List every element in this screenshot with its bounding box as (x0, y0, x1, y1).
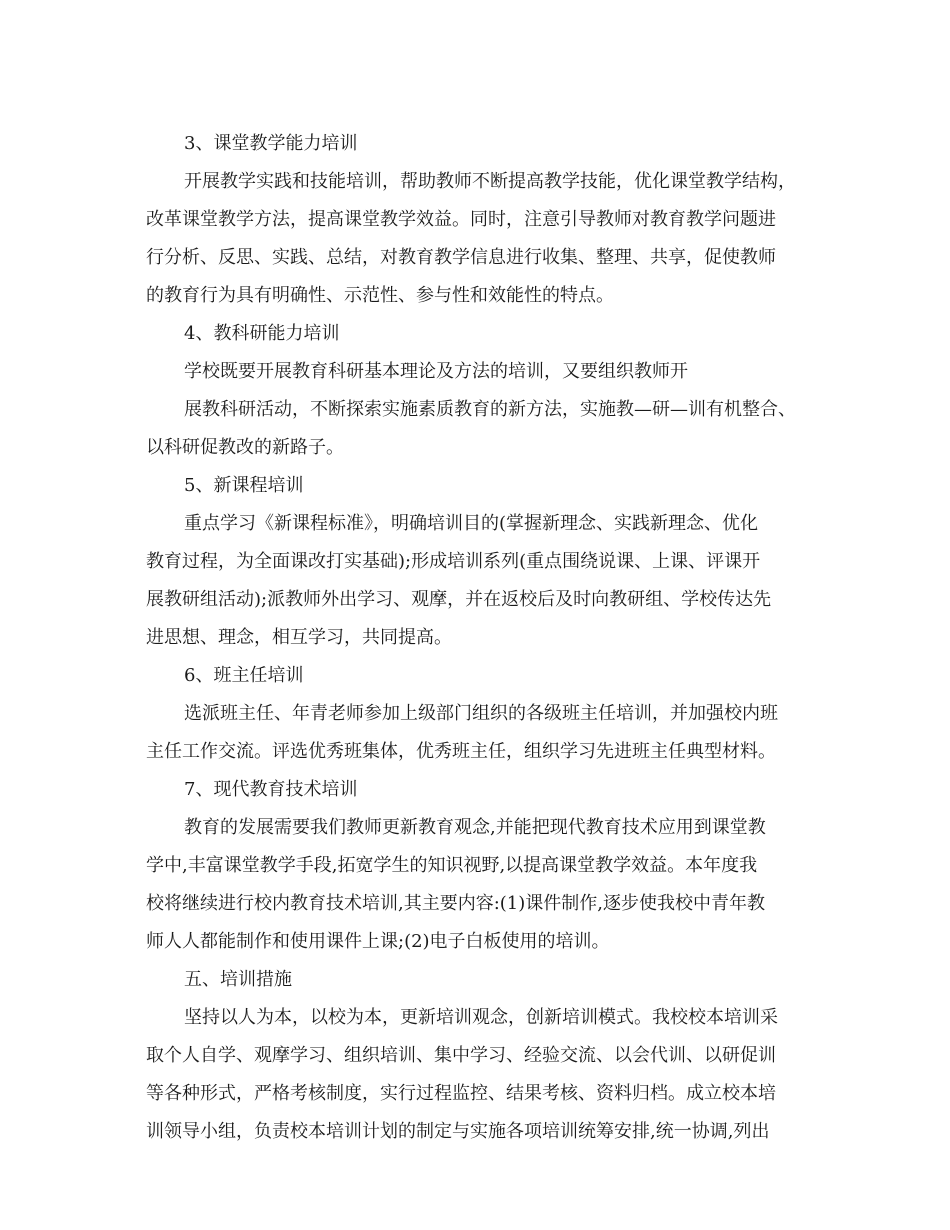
paragraph-line: 坚持以人为本，以校为本，更新培训观念，创新培训模式。我校校本培训采 (184, 1007, 778, 1028)
paragraph-line: 主任工作交流。评选优秀班集体，优秀班主任，组织学习先进班主任典型材料。 (146, 741, 776, 762)
paragraph-line: 取个人自学、观摩学习、组织培训、集中学习、经验交流、以会代训、以研促训 (146, 1045, 776, 1066)
paragraph-line: 改革课堂教学方法，提高课堂教学效益。同时，注意引导教师对教育教学问题进 (146, 209, 776, 230)
paragraph-line: 以科研促教改的新路子。 (146, 437, 344, 458)
section-heading: 7、现代教育技术培训 (184, 779, 358, 800)
paragraph-line: 学中,丰富课堂教学手段,拓宽学生的知识视野,以提高课堂教学效益。本年度我 (146, 855, 758, 876)
section-heading: 3、课堂教学能力培训 (184, 133, 358, 154)
section-heading: 6、班主任培训 (184, 665, 304, 686)
paragraph-line: 师人人都能制作和使用课件上课;(2)电子白板使用的培训。 (146, 931, 610, 952)
paragraph-line: 选派班主任、年青老师参加上级部门组织的各级班主任培训，并加强校内班 (184, 703, 778, 724)
paragraph-line: 进思想、理念，相互学习，共同提高。 (146, 627, 452, 648)
paragraph-line: 训领导小组，负责校本培训计划的制定与实施各项培训统筹安排,统一协调,列出 (146, 1121, 770, 1142)
paragraph-line: 等各种形式，严格考核制度，实行过程监控、结果考核、资料归档。成立校本培 (146, 1083, 776, 1104)
paragraph-line: 开展教学实践和技能培训，帮助教师不断提高教学技能，优化课堂教学结构， (184, 171, 796, 192)
paragraph-line: 学校既要开展教育科研基本理论及方法的培训，又要组织教师开 (184, 361, 688, 382)
paragraph-line: 教育的发展需要我们教师更新教育观念,并能把现代教育技术应用到课堂教 (184, 817, 766, 838)
paragraph-line: 行分析、反思、实践、总结，对教育教学信息进行收集、整理、共享，促使教师 (146, 247, 776, 268)
section-heading: 5、新课程培训 (184, 475, 304, 496)
paragraph-line: 教育过程，为全面课改打实基础);形成培训系列(重点围绕说课、上课、评课开 (146, 551, 761, 572)
section-heading: 五、培训措施 (184, 969, 292, 990)
paragraph-line: 展教科研活动，不断探索实施素质教育的新方法，实施教—研—训有机整合、 (184, 399, 796, 420)
paragraph-line: 重点学习《新课程标准》，明确培训目的(掌握新理念、实践新理念、优化 (184, 513, 759, 534)
paragraph-line: 的教育行为具有明确性、示范性、参与性和效能性的特点。 (146, 285, 614, 306)
paragraph-line: 校将继续进行校内教育技术培训,其主要内容:(1)课件制作,逐步使我校中青年教 (146, 893, 766, 914)
section-heading: 4、教科研能力培训 (184, 323, 340, 344)
paragraph-line: 展教研组活动);派教师外出学习、观摩，并在返校后及时向教研组、学校传达先 (146, 589, 772, 610)
